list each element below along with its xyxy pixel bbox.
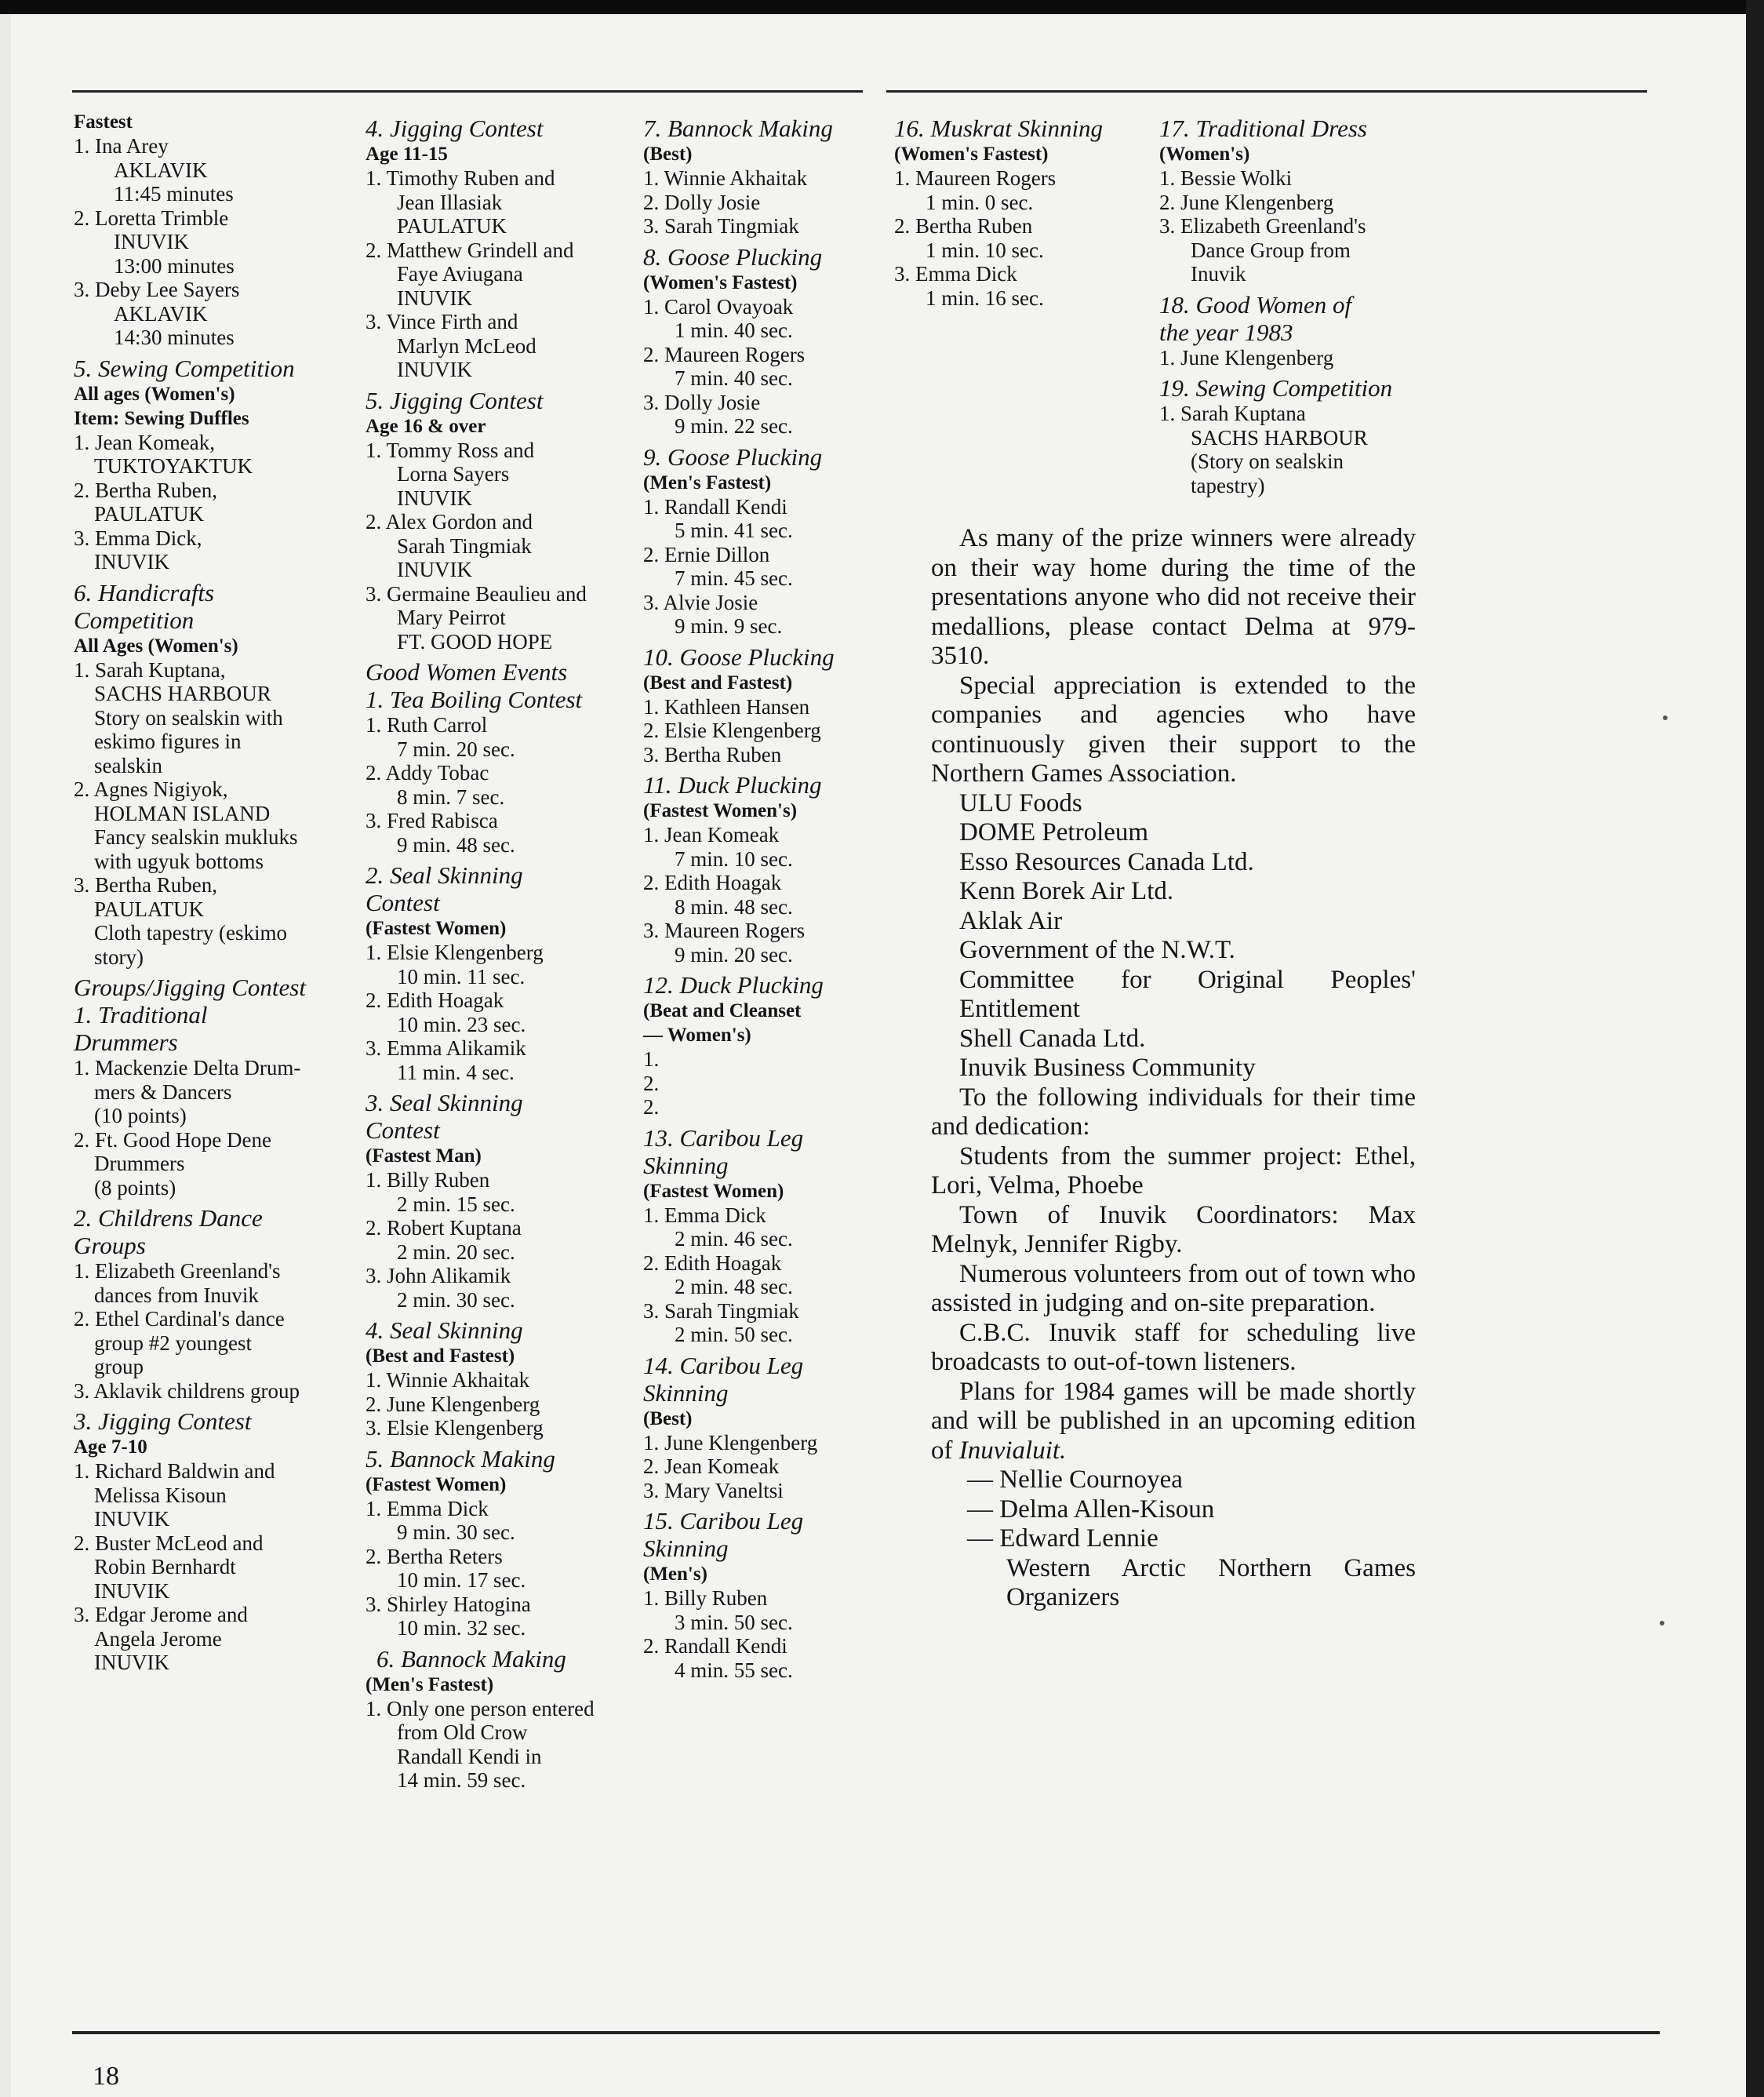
scan-speck [1660, 1621, 1664, 1626]
result-line: dances from Inuvik [94, 1283, 259, 1307]
result-line: 1. June Klengenberg [1159, 345, 1334, 370]
result-line: 14 min. 59 sec. [397, 1768, 526, 1792]
result-line: 2 min. 20 sec. [397, 1240, 515, 1264]
result-line: Randall Kendi in [397, 1744, 542, 1768]
event-heading: 13. Caribou Leg [643, 1123, 804, 1152]
sponsor-item: ULU Foods [959, 788, 1082, 817]
result-line: Robin Bernhardt [94, 1555, 236, 1578]
result-line: 1 min. 0 sec. [926, 190, 1034, 214]
result-line: SACHS HARBOUR [94, 682, 271, 705]
result-line: 9 min. 30 sec. [397, 1520, 515, 1544]
result-line: 3. Dolly Josie [643, 390, 761, 414]
result-line: 2. Maureen Rogers [643, 342, 806, 366]
event-heading: 18. Good Women of [1159, 290, 1352, 319]
result-line: 3. Germaine Beaulieu and [366, 581, 587, 606]
result-line: 2. Dolly Josie [643, 190, 761, 214]
result-line: AKLAVIK [114, 301, 208, 326]
result-line: 3. Maureen Rogers [643, 919, 806, 942]
event-heading: 4. Seal Skinning [366, 1316, 523, 1344]
event-heading: 16. Muskrat Skinning [894, 115, 1104, 142]
event-heading: 15. Caribou Leg [643, 1507, 804, 1535]
category-label: (Fastest Women) [366, 1473, 507, 1495]
result-line: Sarah Tingmiak [397, 533, 532, 558]
result-line: 10 min. 17 sec. [397, 1568, 526, 1592]
result-line: PAULATUK [397, 214, 507, 238]
category-label: Item: Sewing Duffles [74, 407, 249, 429]
signature-line: Western Arctic Northern Games Organizers [1006, 1553, 1416, 1611]
result-line: 7 min. 10 sec. [675, 846, 793, 871]
result-line: 9 min. 9 sec. [675, 614, 783, 638]
sponsor-item: Government of the N.W.T. [959, 936, 1235, 964]
bottom-rule [72, 2031, 1660, 2034]
category-label: (Women's) [1159, 144, 1250, 165]
result-line: 8 min. 48 sec. [675, 894, 793, 919]
result-line: 11:45 minutes [114, 182, 234, 206]
result-line: 1. June Klengenberg [643, 1430, 818, 1454]
result-line: 1. Elizabeth Greenland's [74, 1259, 281, 1283]
result-line: 3. Shirley Hatogina [366, 1592, 531, 1616]
result-line: 3. Sarah Tingmiak [643, 1298, 799, 1323]
closing-article [931, 524, 1416, 1613]
result-line: 2. Loretta Trimble [74, 206, 229, 230]
result-line: 3. Deby Lee Sayers [74, 278, 240, 301]
result-line: Dance Group from [1191, 238, 1351, 262]
event-heading: Contest [366, 889, 440, 916]
result-line: 1. Tommy Ross and [366, 438, 535, 462]
result-line: TUKTOYAKTUK [94, 454, 253, 478]
result-line: with ugyuk bottoms [94, 849, 264, 873]
event-heading: Skinning [643, 1535, 729, 1562]
result-line: Marlyn McLeod [397, 333, 536, 358]
result-line: Jean Illasiak [397, 190, 503, 214]
result-line: INUVIK [397, 558, 472, 581]
top-rule-right [886, 90, 1647, 93]
category-label: — Women's) [643, 1025, 751, 1046]
results-column-5 [1159, 110, 1457, 497]
result-line: group [94, 1355, 144, 1378]
category-label: Age 16 & over [366, 415, 486, 437]
category-label: (Fastest Women) [643, 1180, 784, 1202]
category-label: (Best and Fastest) [643, 672, 793, 694]
result-line: 1. Sarah Kuptana [1159, 402, 1306, 425]
result-line: 1 min. 40 sec. [675, 319, 793, 342]
result-line: 14:30 minutes [114, 326, 235, 349]
result-line: 3. Vince Firth and [366, 310, 518, 333]
event-heading: 2. Childrens Dance [74, 1204, 263, 1232]
result-line: 3. Elizabeth Greenland's [1159, 214, 1366, 238]
result-line: 2 min. 46 sec. [675, 1227, 793, 1251]
result-line: 2. Matthew Grindell and [366, 238, 574, 262]
event-heading: 14. Caribou Leg [643, 1351, 804, 1379]
event-heading: 1. Tea Boiling Contest [366, 686, 583, 713]
result-line: story) [94, 945, 144, 969]
event-heading: 5. Jigging Contest [366, 386, 544, 414]
results-column-1 [63, 110, 376, 1675]
category-label: (Fastest Women) [366, 918, 507, 939]
result-line: 2. June Klengenberg [366, 1392, 540, 1416]
result-line: 1. Sarah Kuptana, [74, 657, 226, 682]
event-heading: Skinning [643, 1378, 729, 1407]
event-heading: Groups/Jigging Contest [74, 974, 306, 1001]
result-line: 1. Randall Kendi [643, 494, 787, 519]
result-line: 3. Sarah Tingmiak [643, 214, 799, 238]
result-line: 2. Bertha Ruben, [74, 478, 217, 502]
article-paragraph: Numerous volunteers from out of town who assisted in judging and on-site preparation. [931, 1259, 1416, 1317]
page-number: 18 [93, 2062, 119, 2091]
event-heading: 4. Jigging Contest [366, 115, 544, 142]
result-line: 3 min. 50 sec. [675, 1610, 793, 1634]
result-line: 1. Emma Dick [643, 1203, 766, 1227]
result-line: 1. Winnie Akhaitak [643, 166, 808, 190]
category-label: (Men's Fastest) [643, 471, 772, 493]
result-line: INUVIK [114, 230, 189, 253]
article-paragraph: Students from the summer project: Ethel, Lori, Velma, Phoebe [931, 1141, 1416, 1200]
sponsor-item: Committee for Original Peoples' Entitlement [959, 965, 1416, 1023]
signature-line: — Edward Lennie [967, 1524, 1158, 1553]
result-line: PAULATUK [94, 897, 205, 921]
event-heading: Drummers [74, 1028, 178, 1056]
event-heading: 11. Duck Plucking [643, 771, 822, 799]
result-line: 3. Fred Rabisca [366, 809, 498, 832]
results-column-4 [894, 110, 1161, 310]
category-label: (Men's) [643, 1564, 707, 1585]
sponsor-item: Kenn Borek Air Ltd. [959, 877, 1174, 905]
result-line: 2. Ethel Cardinal's dance [74, 1307, 285, 1331]
category-label: (Fastest Women's) [643, 800, 798, 821]
result-line: eskimo figures in [94, 730, 242, 753]
result-line: 3. John Alikamik [366, 1264, 511, 1287]
event-heading: Skinning [643, 1151, 729, 1179]
category-label: (Beat and Cleanset [643, 1000, 802, 1021]
category-label: Age 11-15 [366, 144, 448, 165]
result-line: 3. Emma Dick [894, 262, 1017, 286]
article-paragraph: Town of Inuvik Coordinators: Max Melnyk, Jennifer Rigby. [931, 1200, 1416, 1258]
result-line: 1 min. 10 sec. [926, 238, 1044, 262]
result-line: INUVIK [94, 1651, 169, 1674]
result-line: INUVIK [94, 1578, 169, 1603]
article-paragraph: Special appreciation is extended to the companies and agencies who have continuously given their support to the Northern Games Association. [931, 671, 1416, 788]
result-line: 1. Ina Arey [74, 134, 169, 158]
result-line: 2. Buster McLeod and [74, 1531, 264, 1555]
result-line: 3. Alvie Josie [643, 590, 758, 614]
result-line: 5 min. 41 sec. [675, 519, 793, 542]
scan-top-edge [0, 0, 1764, 14]
event-heading: 8. Goose Plucking [643, 242, 823, 271]
result-line: 2 min. 30 sec. [397, 1287, 515, 1312]
result-line: 2. Robert Kuptana [366, 1216, 522, 1240]
result-line: 8 min. 7 sec. [397, 785, 505, 809]
result-line: Cloth tapestry (eskimo [94, 921, 287, 945]
result-line: 2. Bertha Ruben [894, 214, 1033, 238]
result-line: 3. Elsie Klengenberg [366, 1416, 544, 1440]
event-heading: Groups [74, 1232, 146, 1259]
result-line: Faye Aviugana [397, 262, 523, 286]
category-label: All Ages (Women's) [74, 635, 238, 657]
result-line: 1. Emma Dick [366, 1496, 489, 1520]
result-line: 1. Kathleen Hansen [643, 694, 810, 719]
results-column-2 [366, 110, 664, 1793]
event-heading: 2. Seal Skinning [366, 861, 523, 889]
result-line: 2. Edith Hoagak [643, 871, 782, 894]
result-line: Inuvik [1191, 262, 1246, 286]
result-line: 7 min. 45 sec. [675, 566, 793, 590]
sponsor-item: Inuvik Business Community [959, 1054, 1256, 1082]
category-label: (Best and Fastest) [366, 1345, 515, 1367]
top-rule-left [72, 90, 863, 93]
result-line: 3. Bertha Ruben [643, 742, 782, 766]
category-label: (Best) [643, 144, 693, 165]
category-label: Fastest [74, 111, 133, 133]
event-heading: 3. Seal Skinning [366, 1089, 523, 1116]
result-line: INUVIK [397, 358, 472, 381]
result-line: 2. Ernie Dillon [643, 542, 770, 566]
result-line: 1. Maureen Rogers [894, 166, 1057, 190]
event-heading: 12. Duck Plucking [643, 971, 824, 999]
result-line: 2. Elsie Klengenberg [643, 719, 821, 742]
category-label: (Women's Fastest) [894, 144, 1049, 165]
result-line: 2 min. 15 sec. [397, 1192, 515, 1216]
result-line: 1. Richard Baldwin and [74, 1459, 275, 1483]
result-line: 1. Timothy Ruben and [366, 166, 555, 190]
result-line: FT. GOOD HOPE [397, 629, 553, 653]
event-heading: 6. Bannock Making [376, 1644, 566, 1673]
result-line: Fancy sealskin mukluks [94, 825, 298, 849]
event-heading: 5. Sewing Competition [74, 354, 295, 382]
category-label: (Fastest Man) [366, 1145, 482, 1167]
result-line: 1. [643, 1047, 660, 1071]
result-line: 2. Edith Hoagak [366, 988, 504, 1012]
result-line: 13:00 minutes [114, 253, 235, 278]
category-label: All ages (Women's) [74, 383, 235, 405]
event-heading: 17. Traditional Dress [1159, 115, 1367, 142]
result-line: 2. Addy Tobac [366, 761, 489, 785]
result-line: 11 min. 4 sec. [397, 1060, 515, 1084]
result-line: (Story on sealskin [1191, 450, 1344, 473]
result-line: (10 points) [94, 1104, 187, 1127]
article-paragraph: Plans for 1984 games will be made shortly and will be published in an upcoming edition of Inuvialuit. [931, 1377, 1416, 1465]
result-line: SACHS HARBOUR [1191, 425, 1368, 450]
result-line: 2. Agnes Nigiyok, [74, 777, 228, 801]
result-line: 2 min. 48 sec. [675, 1275, 793, 1298]
result-line: PAULATUK [94, 502, 205, 526]
result-line: 9 min. 48 sec. [397, 832, 515, 857]
result-line: 1. Carol Ovayoak [643, 294, 794, 319]
result-line: 9 min. 22 sec. [675, 414, 793, 438]
result-line: 2 min. 50 sec. [675, 1323, 793, 1346]
result-line: 3. Aklavik childrens group [74, 1378, 300, 1403]
result-line: 1. Jean Komeak, [74, 430, 215, 454]
article-paragraph: To the following individuals for their time and dedication: [931, 1083, 1416, 1141]
article-paragraph: C.B.C. Inuvik staff for scheduling live broadcasts to out-of-town listeners. [931, 1318, 1416, 1376]
event-heading: 10. Goose Plucking [643, 643, 835, 671]
results-column-3 [643, 110, 878, 1682]
result-line: AKLAVIK [114, 158, 208, 182]
result-line: Drummers [94, 1152, 185, 1175]
result-line: 3. Bertha Ruben, [74, 873, 217, 897]
signature-line: — Nellie Cournoyea [967, 1465, 1183, 1494]
result-line: 3. Emma Alikamik [366, 1036, 526, 1060]
category-label: (Women's Fastest) [643, 271, 798, 293]
result-line: Melissa Kisoun [94, 1483, 227, 1507]
event-heading: Good Women Events [366, 658, 568, 686]
event-heading: Competition [74, 606, 195, 634]
result-line: 3. Emma Dick, [74, 526, 202, 550]
result-line: Story on sealskin with [94, 705, 283, 730]
sponsor-item: DOME Petroleum [959, 818, 1149, 846]
result-line: 1. Bessie Wolki [1159, 166, 1293, 190]
result-line: INUVIK [397, 486, 472, 510]
result-line: 2. Randall Kendi [643, 1634, 787, 1658]
result-line: INUVIK [94, 550, 169, 573]
result-line: 7 min. 20 sec. [397, 737, 515, 761]
article-paragraph: As many of the prize winners were already on their way home during the time of the presentations anyone who did not receive their medallions, please contact Delma at 979-3510. [931, 524, 1416, 670]
sponsor-item: Esso Resources Canada Ltd. [959, 847, 1254, 876]
result-line: 1 min. 16 sec. [926, 286, 1044, 310]
result-line: 1. Mackenzie Delta Drum- [74, 1056, 301, 1079]
event-heading: 19. Sewing Competition [1159, 374, 1393, 402]
category-label: (Best) [643, 1407, 693, 1429]
signature-line: — Delma Allen-Kisoun [967, 1494, 1215, 1524]
event-heading: 9. Goose Plucking [643, 442, 823, 471]
result-line: 1. Billy Ruben [366, 1168, 490, 1192]
result-line: 10 min. 23 sec. [397, 1012, 526, 1036]
result-line: 2. [643, 1071, 660, 1095]
result-line: 2. [643, 1095, 660, 1119]
result-line: 1. Jean Komeak [643, 823, 780, 846]
result-line: INUVIK [94, 1507, 169, 1531]
result-line: 4 min. 55 sec. [675, 1658, 793, 1682]
result-line: tapestry) [1191, 473, 1265, 497]
result-line: 10 min. 32 sec. [397, 1616, 526, 1640]
sponsor-item: Aklak Air [959, 906, 1063, 935]
result-line: Mary Peirrot [397, 606, 506, 629]
result-line: 3. Mary Vaneltsi [643, 1478, 784, 1502]
result-line: 10 min. 11 sec. [397, 964, 526, 988]
result-line: 9 min. 20 sec. [675, 942, 793, 967]
result-line: 2. Alex Gordon and [366, 510, 533, 533]
result-line: sealskin [94, 753, 162, 777]
event-heading: Contest [366, 1116, 440, 1144]
scan-right-edge [1746, 0, 1764, 2097]
result-line: 1. Elsie Klengenberg [366, 941, 544, 964]
result-line: 1. Winnie Akhaitak [366, 1368, 530, 1392]
result-line: 1. Ruth Carrol [366, 713, 488, 737]
event-heading: 3. Jigging Contest [74, 1407, 252, 1435]
event-heading: 6. Handicrafts [74, 578, 215, 606]
result-line: 3. Edgar Jerome and [74, 1603, 248, 1626]
result-line: 2. Bertha Reters [366, 1544, 503, 1568]
result-line: 2. Jean Komeak [643, 1454, 780, 1478]
result-line: Angela Jerome [94, 1626, 222, 1651]
category-label: Age 7-10 [74, 1436, 147, 1458]
sponsor-item: Shell Canada Ltd. [959, 1024, 1146, 1053]
result-line: 2. June Klengenberg [1159, 190, 1334, 214]
scan-speck [1663, 715, 1668, 720]
result-line: from Old Crow [397, 1720, 528, 1744]
result-line: 2. Edith Hoagak [643, 1251, 782, 1275]
event-heading: 7. Bannock Making [643, 115, 833, 142]
result-line: 1. Billy Ruben [643, 1586, 768, 1610]
result-line: INUVIK [397, 286, 472, 310]
result-line: 2. Ft. Good Hope Dene [74, 1127, 271, 1152]
event-heading: 1. Traditional [74, 1001, 208, 1028]
result-line: group #2 youngest [94, 1331, 252, 1355]
result-line: Lorna Sayers [397, 462, 510, 486]
result-line: (8 points) [94, 1175, 176, 1200]
result-line: 7 min. 40 sec. [675, 366, 793, 390]
result-line: mers & Dancers [94, 1079, 232, 1104]
result-line: 1. Only one person entered [366, 1696, 595, 1720]
event-heading: 5. Bannock Making [366, 1444, 555, 1473]
event-heading: the year 1983 [1159, 318, 1293, 346]
result-line: HOLMAN ISLAND [94, 801, 271, 825]
category-label: (Men's Fastest) [366, 1673, 494, 1695]
